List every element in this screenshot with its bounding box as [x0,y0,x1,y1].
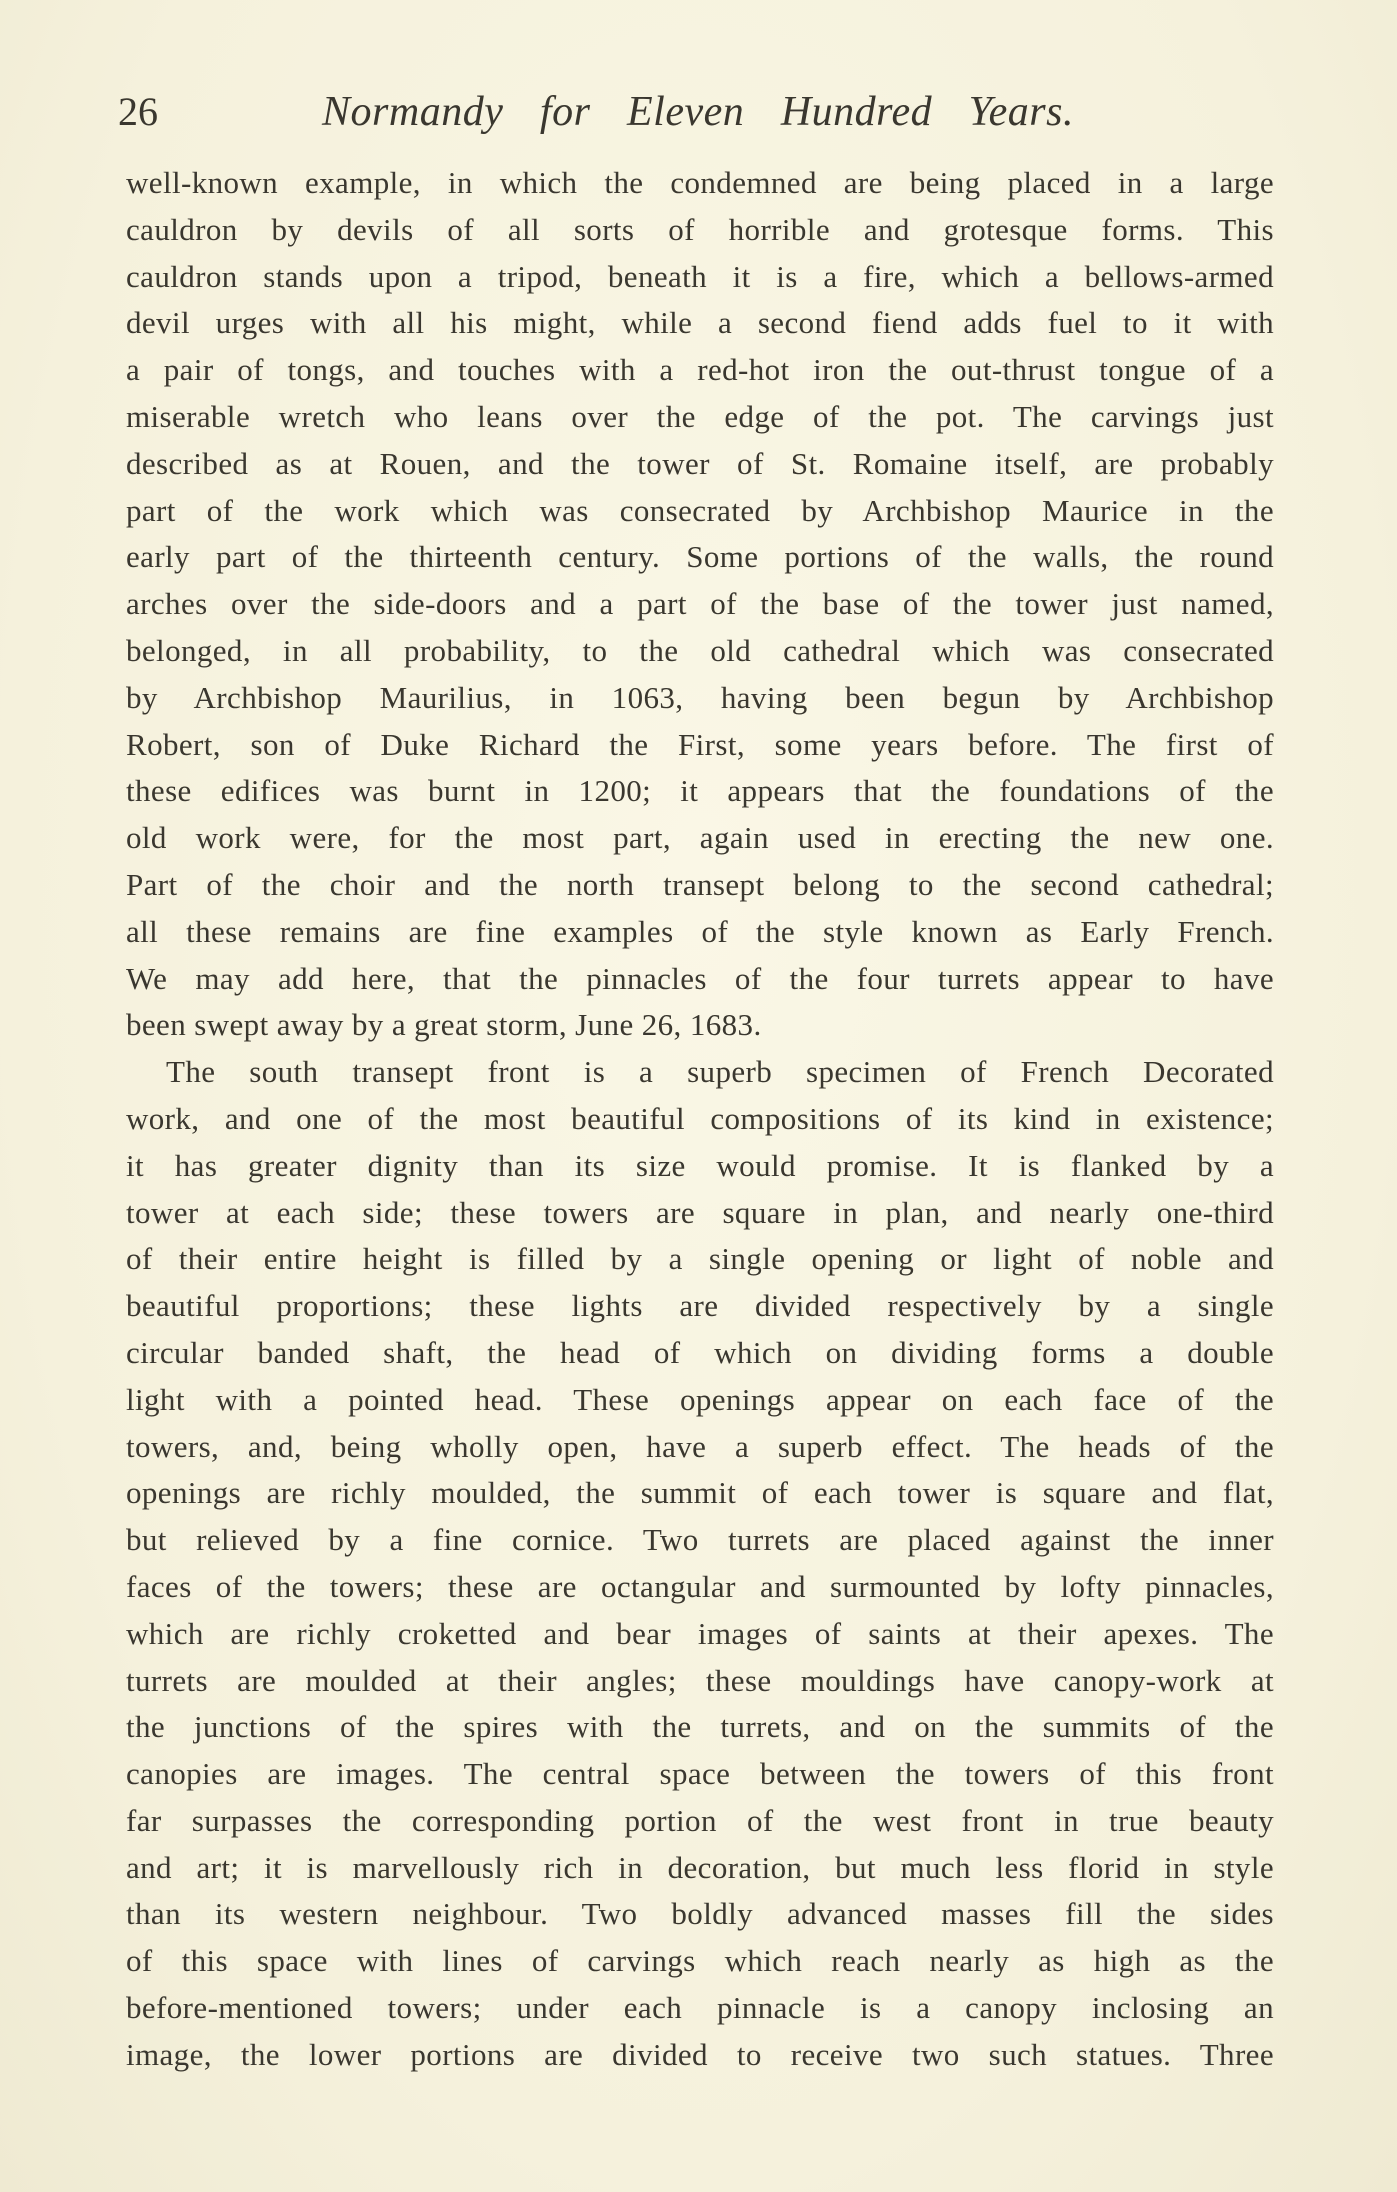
page-header [0,88,1397,148]
text-line: turrets are moulded at their angles; these mouldings have canopy-work at [126,1662,1274,1698]
text-line: tower at each side; these towers are square in plan, and nearly one-third [126,1194,1274,1230]
text-line: work, and one of the most beautiful compositions of its kind in existence; [126,1100,1274,1136]
text-line: by Archbishop Maurilius, in 1063, having been begun by Archbishop [126,679,1274,715]
body-text [126,160,1274,2079]
text-line: cauldron by devils of all sorts of horrible and grotesque forms. This [126,211,1274,247]
text-line: We may add here, that the pinnacles of the four turrets appear to have [126,960,1274,996]
text-line: circular banded shaft, the head of which on dividing forms a double [126,1334,1274,1370]
text-line: well-known example, in which the condemned are being placed in a large [126,165,1274,200]
text-line: these edifices was burnt in 1200; it appears that the foundations of the [126,773,1274,809]
text-line: which are richly croketted and bear images of saints at their apexes. The [126,1615,1274,1651]
text-line: early part of the thirteenth century. Some portions of the walls, the round [126,539,1274,575]
text-line: described as at Rouen, and the tower of St. Romaine itself, are probably [126,445,1274,481]
text-line: canopies are images. The central space between the towers of this front [126,1756,1274,1792]
text-line: the junctions of the spires with the turrets, and on the summits of the [126,1709,1274,1745]
text-line: far surpasses the corresponding portion of the west front in true beauty [126,1802,1274,1838]
text-line: part of the work which was consecrated by Archbishop Maurice in the [126,492,1274,528]
text-line: of their entire height is filled by a single opening or light of noble and [126,1241,1274,1277]
running-title: Normandy for Eleven Hundred Years. [322,89,1074,135]
text-line: The south transept front is a superb specimen of French Decorated [166,1054,1274,1090]
text-line: devil urges with all his might, while a second fiend adds fuel to it with [126,305,1274,341]
text-line: openings are richly moulded, the summit of each tower is square and flat, [126,1475,1274,1511]
text-line: cauldron stands upon a tripod, beneath it is a fire, which a bellows-armed [126,258,1274,294]
text-line: a pair of tongs, and touches with a red-hot iron the out-thrust tongue of a [126,352,1274,388]
text-line: image, the lower portions are divided to receive two such statues. Three [126,2036,1274,2072]
text-line: Robert, son of Duke Richard the First, some years before. The first of [126,726,1274,762]
text-line: but relieved by a fine cornice. Two turrets are placed against the inner [126,1522,1274,1558]
page-number: 26 [118,89,158,134]
text-line: it has greater dignity than its size would promise. It is flanked by a [126,1147,1274,1183]
text-line: and art; it is marvellously rich in decoration, but much less florid in style [126,1849,1274,1885]
text-line: old work were, for the most part, again used in erecting the new one. [126,820,1274,856]
text-line: been swept away by a great storm, June 26, 1683. [126,1007,762,1043]
text-line: towers, and, being wholly open, have a superb effect. The heads of the [126,1428,1274,1464]
text-line: all these remains are fine examples of the style known as Early French. [126,913,1274,949]
text-line: Part of the choir and the north transept belong to the second cathedral; [126,866,1274,902]
text-line: before-mentioned towers; under each pinnacle is a canopy inclosing an [126,1990,1274,2026]
text-line: arches over the side-doors and a part of the base of the tower just named, [126,586,1274,622]
text-line: faces of the towers; these are octangular and surmounted by lofty pinnacles, [126,1568,1274,1604]
text-line: miserable wretch who leans over the edge of the pot. The carvings just [126,398,1274,434]
text-line: belonged, in all probability, to the old cathedral which was consecrated [126,632,1274,668]
text-line: light with a pointed head. These openings appear on each face of the [126,1381,1274,1417]
text-line: than its western neighbour. Two boldly advanced masses fill the sides [126,1896,1274,1932]
text-line: beautiful proportions; these lights are divided respectively by a single [126,1288,1274,1324]
text-line: of this space with lines of carvings which reach nearly as high as the [126,1943,1274,1979]
